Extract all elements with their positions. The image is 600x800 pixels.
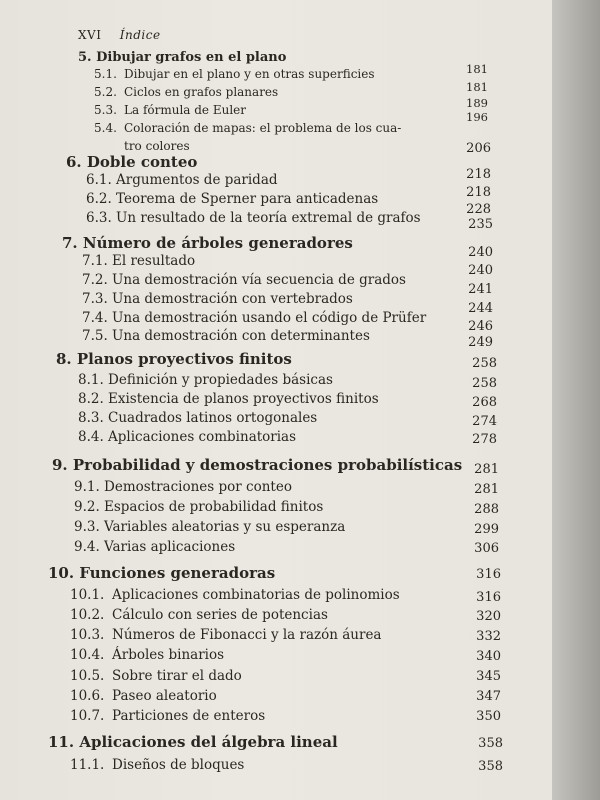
toc-section-entry[interactable]: [82, 291, 353, 307]
chapter-title[interactable]: [48, 733, 338, 751]
section-title: Espacios de probabilidad finitos: [104, 499, 324, 515]
section-title: Una demostración usando el código de Prüfer: [112, 310, 427, 326]
section-title: Particiones de enteros: [112, 708, 266, 724]
section-title: Variables aleatorias y su esperanza: [104, 519, 346, 535]
section-number: 9.1.: [74, 479, 100, 495]
chapter-title[interactable]: [62, 234, 353, 252]
section-page-number: 196: [466, 110, 488, 124]
section-page-number: 249: [468, 335, 493, 350]
section-number: 9.3.: [74, 519, 100, 535]
section-number: 7.2.: [82, 272, 108, 288]
chapter-page-number: 358: [478, 736, 503, 751]
chapter-title[interactable]: [78, 50, 286, 65]
section-title: Aplicaciones combinatorias: [108, 429, 297, 445]
section-number: 11.1.: [70, 757, 105, 773]
toc-section-entry[interactable]: [74, 539, 235, 555]
section-number: 7.3.: [82, 291, 108, 307]
chapter-title[interactable]: [52, 456, 462, 474]
toc-section-entry[interactable]: [70, 708, 265, 724]
section-title: Ciclos en grafos planares: [124, 85, 279, 99]
chapter-number: 8.: [56, 350, 72, 368]
section-page-number: 218: [466, 185, 491, 200]
section-title-continuation: tro colores: [124, 139, 190, 153]
section-number: 5.4.: [94, 121, 117, 135]
section-title: Aplicaciones combinatorias de polinomios: [112, 587, 400, 603]
toc-section-entry[interactable]: [78, 372, 333, 388]
section-page-number: 240: [468, 245, 493, 260]
toc-section-entry[interactable]: [74, 479, 292, 495]
toc-section-entry[interactable]: [94, 67, 375, 81]
section-number: 7.1.: [82, 253, 108, 269]
section-title: Cálculo con series de potencias: [112, 607, 328, 623]
chapter-title-text: Probabilidad y demostraciones probabilísticas: [72, 456, 463, 474]
chapter-number: 11.: [48, 733, 75, 751]
section-title: Árboles binarios: [112, 647, 225, 663]
toc-section-entry[interactable]: [82, 253, 195, 269]
toc-section-entry[interactable]: [78, 391, 379, 407]
section-number: 10.4.: [70, 647, 105, 663]
section-page-number: 306: [474, 541, 499, 556]
section-number: 8.2.: [78, 391, 104, 407]
toc-section-entry[interactable]: [82, 272, 406, 288]
section-number: 10.6.: [70, 688, 105, 704]
section-title: Una demostración con determinantes: [112, 328, 370, 344]
section-number: 10.3.: [70, 627, 105, 643]
section-title: Un resultado de la teoría extremal de grafos: [116, 210, 421, 226]
section-page-number: 268: [472, 395, 497, 410]
section-page-number: 299: [474, 522, 499, 537]
chapter-number: 6.: [66, 153, 82, 171]
section-title: Paseo aleatorio: [112, 688, 217, 704]
section-page-number: 181: [466, 62, 488, 76]
section-title: Una demostración vía secuencia de grados: [112, 272, 406, 288]
section-number: 7.4.: [82, 310, 108, 326]
section-title: Demostraciones por conteo: [104, 479, 292, 495]
section-page-number: 244: [468, 301, 493, 316]
toc-section-entry[interactable]: [74, 499, 323, 515]
section-page-number: 320: [476, 609, 501, 624]
section-number: 5.3.: [94, 103, 117, 117]
section-page-number: 246: [468, 319, 493, 334]
section-page-number: 358: [478, 759, 503, 774]
section-title: Dibujar en el plano y en otras superficies: [124, 67, 375, 81]
section-page-number: 347: [476, 689, 501, 704]
toc-section-entry[interactable]: [94, 103, 246, 117]
section-page-number: 278: [472, 432, 497, 447]
running-head-title: Índice: [119, 28, 161, 42]
chapter-title-text: Funciones generadoras: [79, 564, 276, 582]
toc-section-entry[interactable]: [70, 688, 217, 704]
chapter-page-number: 316: [476, 567, 501, 582]
section-page-number: 340: [476, 649, 501, 664]
chapter-page-number: 206: [466, 141, 491, 156]
page-number: XVI: [78, 28, 102, 42]
section-number: 10.2.: [70, 607, 105, 623]
section-number: 6.1.: [86, 172, 112, 188]
section-number: 6.2.: [86, 191, 112, 207]
section-page-number: 258: [472, 376, 497, 391]
chapter-page-number: 258: [472, 356, 497, 371]
section-page-number: 274: [472, 414, 497, 429]
toc-section-entry[interactable]: [78, 429, 296, 445]
section-title: El resultado: [112, 253, 196, 269]
section-number: 6.3.: [86, 210, 112, 226]
toc-section-entry[interactable]: [70, 757, 244, 773]
chapter-title-text: Aplicaciones del álgebra lineal: [79, 733, 338, 751]
section-number: 10.1.: [70, 587, 105, 603]
section-number: 7.5.: [82, 328, 108, 344]
section-page-number: 228: [466, 202, 491, 217]
section-title: Definición y propiedades básicas: [108, 372, 333, 388]
section-number: 8.1.: [78, 372, 104, 388]
section-title: Cuadrados latinos ortogonales: [108, 410, 318, 426]
chapter-number: 10.: [48, 564, 75, 582]
section-title: Varias aplicaciones: [104, 539, 236, 555]
chapter-title-text: Doble conteo: [86, 153, 198, 171]
chapter-title-text: Número de árboles generadores: [82, 234, 353, 252]
toc-section-entry[interactable]: [82, 328, 370, 344]
toc-section-entry[interactable]: [94, 121, 401, 135]
chapter-page-number: 235: [468, 217, 493, 232]
toc-section-entry[interactable]: [74, 519, 345, 535]
section-page-number: 241: [468, 282, 493, 297]
section-number: 9.4.: [74, 539, 100, 555]
section-page-number: 316: [476, 590, 501, 605]
section-page-number: 288: [474, 502, 499, 517]
section-title: Teorema de Sperner para anticadenas: [116, 191, 379, 207]
toc-section-entry[interactable]: [86, 210, 421, 226]
section-title: Existencia de planos proyectivos finitos: [108, 391, 379, 407]
section-number: 10.5.: [70, 668, 105, 684]
section-number: 9.2.: [74, 499, 100, 515]
section-page-number: 181: [466, 80, 488, 94]
section-number: 8.3.: [78, 410, 104, 426]
section-title: Números de Fibonacci y la razón áurea: [112, 627, 382, 643]
section-number: 8.4.: [78, 429, 104, 445]
section-title: Diseños de bloques: [112, 757, 245, 773]
chapter-title[interactable]: [48, 564, 275, 582]
toc-section-entry[interactable]: [70, 627, 382, 643]
chapter-title-text: Planos proyectivos finitos: [76, 350, 292, 368]
chapter-title-text: Dibujar grafos en el plano: [96, 50, 287, 65]
section-page-number: 332: [476, 629, 501, 644]
section-number: 10.7.: [70, 708, 105, 724]
toc-section-entry[interactable]: [82, 310, 426, 326]
chapter-number: 9.: [52, 456, 68, 474]
section-number: 5.1.: [94, 67, 117, 81]
section-title: Argumentos de paridad: [116, 172, 278, 188]
toc-section-entry[interactable]: [94, 85, 278, 99]
chapter-title[interactable]: [66, 153, 197, 171]
section-page-number: 350: [476, 709, 501, 724]
toc-section-entry[interactable]: [86, 191, 378, 207]
toc-section-entry[interactable]: [70, 587, 400, 603]
chapter-number: 7.: [62, 234, 78, 252]
section-title: La fórmula de Euler: [124, 103, 247, 117]
section-title: Una demostración con vertebrados: [112, 291, 353, 307]
section-page-number: 345: [476, 669, 501, 684]
toc-section-entry[interactable]: [70, 668, 242, 684]
section-page-number: 240: [468, 263, 493, 278]
toc-section-entry[interactable]: [70, 607, 328, 623]
toc-section-entry[interactable]: [78, 410, 317, 426]
chapter-title[interactable]: [56, 350, 292, 368]
section-page-number: 281: [474, 482, 499, 497]
section-title: Sobre tirar el dado: [112, 668, 242, 684]
section-title: Coloración de mapas: el problema de los cua-: [124, 121, 402, 135]
chapter-page-number: 281: [474, 462, 499, 477]
section-number: 5.2.: [94, 85, 117, 99]
toc-section-entry[interactable]: [86, 172, 278, 188]
section-page-number: 218: [466, 167, 491, 182]
toc-section-entry[interactable]: [70, 647, 224, 663]
section-page-number: 189: [466, 96, 488, 110]
chapter-number: 5.: [78, 50, 92, 65]
